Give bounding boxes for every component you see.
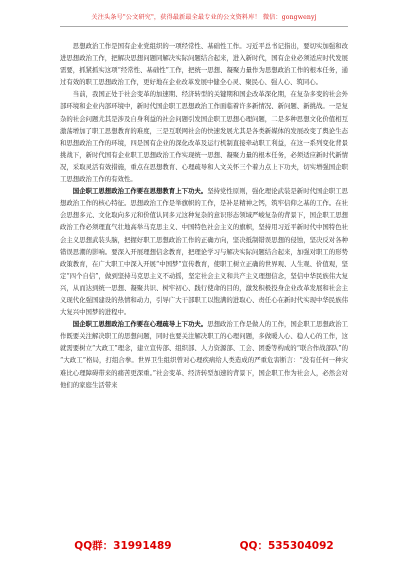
paragraph-2-text: 当前，我国正处于社会变革的加速期、经济转型的关键期和国企改革深化期，在复杂多变的社会外部环境和企业内部环境中，新时代国企职工思想政治工作面临着许多新情况、新问题、新挑战。一是复杂的社会问题尤其是涉及自身利益的社会问题引发国企职工思想心理问题，二是多种思想文化价值相互激荡增加了职工思想教育的难度，三是互联网社会的快速发展尤其是各类新媒体的发展改变了舆论生态和思想政治工作的环境，四是国有企业的深化改革及运行机制直接牵动职工利益，在这一系列变化背景挑战下，新时代国有企业职工思想政治工作实现统一思想、凝聚力量的根本任务，必须适应新时代新情况，采取灵活有效措施，重点在思想教育、心理疏导和人文关怀三个着力点上下功夫，切实增强国企职工思想政治工作的有效性。 (60, 90, 348, 184)
paragraph-4 (60, 318, 348, 391)
page-footer (0, 538, 408, 554)
paragraph-1-text: 思想政治工作是国有企业党组织的一项经常性、基础性工作。习近平总书记指出，要切实加强和改进思想政治工作，把解决思想问题同解决实际问题结合起来，进入新时代，国有企业必须适应时代发展需要，抓紧抓实这项“经常性、基础性”工作，把统一思想、凝聚力量作为思想政治工作的根本任务，通过有效的职工思想政治工作，更好地在企业改革发展中健全心灵、聚民心、强人心、筑同心。 (60, 42, 348, 87)
footer-qq-group: QQ群：31991489 (74, 540, 172, 552)
footer-qq-contact: QQ：535304092 (239, 540, 334, 552)
paragraph-1 (60, 40, 348, 88)
paragraph-4-text: 思想政治工作是做人的工作，国企职工思想政治工作既要关注解决职工的思想问题，同时也要关注解决职工的心理问题，多做暖人心、稳人心的工作，这就需要树立“大政工”理念，建立宣传部、组织部、人力资源部、工会、团委等构成的“联合作战部队”的“大政工”格局，打组合拳。世界卫生组织曾对心理疾病给人类造成的严重危害断言：“没有任何一种灾难比心理障碍带来的痛苦更深重。”社会变革、经济转型加速的背景下，国企职工作为社会人，必然会对他们的家庭生活带来 (60, 320, 348, 389)
paragraph-3-text: 坚持党性原则，强化理论武装是新时代国企职工思想政治工作的核心特征。思想政治工作是举旗帜的工作，是补足精神之钙，筑牢信仰之基的工作。在社会思想多元、文化取向多元和价值认同多元这种复杂的意识形态领域严峻复杂的背景下，国企职工思想政治工作必须理直气壮地高举马克思主义、中国特色社会主义的旗帜，坚持用习近平新时代中国特色社会主义思想武装头脑，把握好职工思想政治工作的正确方向，坚决抵制错误思想的侵蚀，坚决反对各种错误思潮的影响。要深入开展理想信念教育，把理论学习与解决实际问题结合起来，加强对职工的形势政策教育，在广大职工中深入开展“中国梦”宣传教育，使职工树立正确的世界观、人生观、价值观，坚定“四个自信”，做到坚持马克思主义不动摇，坚定社会主义和共产主义理想信念，坚信中华民族伟大复兴，从而达到统一思想、凝聚共识、树牢初心、践行使命的目的，激发积极投身企业改革发展和社会主义现代化强国建设的热情和动力，引导广大干部职工以饱满的进取心、责任心在新时代实现中华民族伟大复兴中国梦的进程中。 (60, 187, 348, 317)
paragraph-3 (60, 185, 348, 318)
paragraph-4-lead: 国企职工思想政治工作要在心理疏导上下功夫。 (72, 320, 208, 329)
page-header (0, 14, 408, 22)
paragraph-2 (60, 88, 348, 185)
header-promo-text: 关注头条号"公文研究"，获得最新最全最专业的公文资料库！ 微信：gongwenyj (91, 14, 317, 21)
header-divider (60, 26, 348, 27)
paragraph-3-lead: 国企职工思想政治工作要在思想教育上下功夫。 (72, 187, 208, 196)
document-body (60, 40, 348, 391)
